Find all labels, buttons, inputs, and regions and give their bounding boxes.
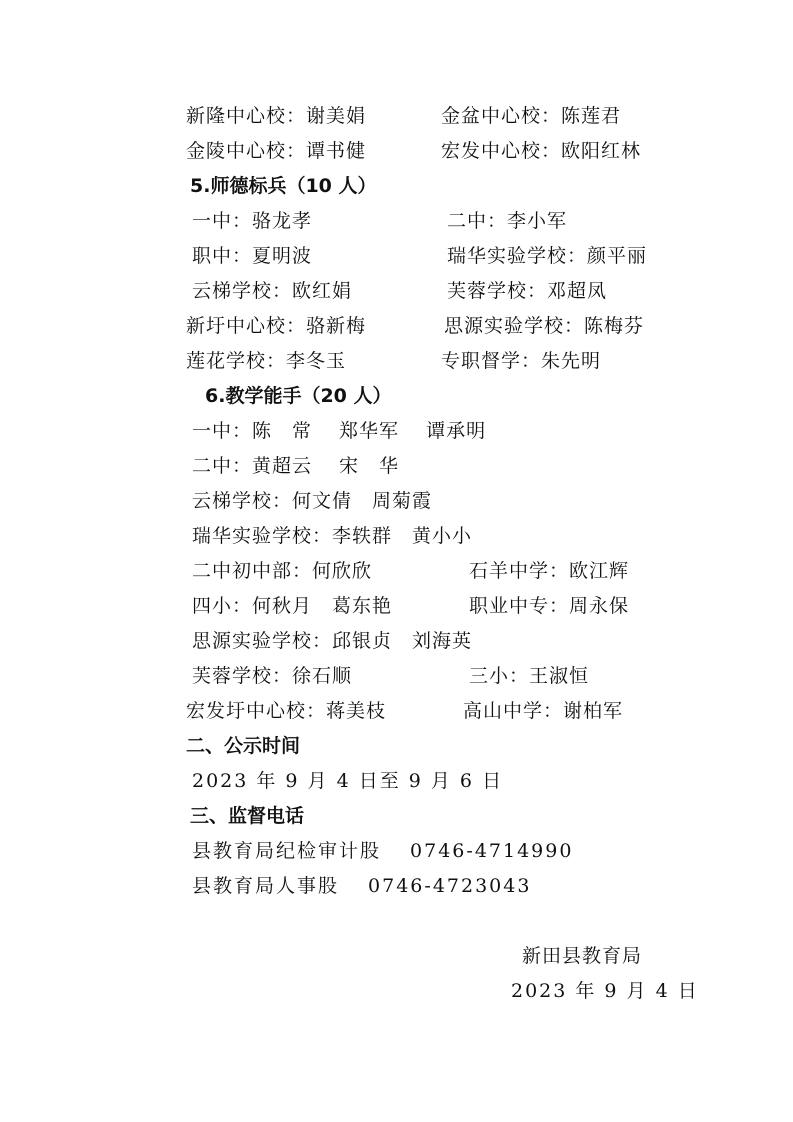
award-entry: 二中：黄超云 宋 华 <box>192 455 400 477</box>
award-entry: 职业中专：周永保 <box>469 595 630 617</box>
section-heading-teaching-experts: 6.教学能手（20 人） <box>205 385 392 407</box>
award-entry: 莲花学校：李冬玉 <box>186 350 347 372</box>
award-entry: 高山中学：谢柏军 <box>463 700 624 722</box>
award-entry: 三小：王淑恒 <box>469 665 590 687</box>
award-entry: 新隆中心校：谢美娟 <box>186 105 367 127</box>
award-entry: 芙蓉学校：邓超凤 <box>447 280 608 302</box>
award-entry: 职中：夏明波 <box>192 245 313 267</box>
section-heading-supervision-phone: 三、监督电话 <box>190 805 305 827</box>
award-entry: 金陵中心校：谭书健 <box>186 140 367 162</box>
section-heading-teacher-ethics: 5.师德标兵（10 人） <box>190 175 377 197</box>
award-entry: 芙蓉学校：徐石顺 <box>192 665 353 687</box>
award-entry: 云梯学校：何文倩 周菊霞 <box>192 490 433 512</box>
award-entry: 思源实验学校：邱银贞 刘海英 <box>192 630 473 652</box>
award-entry: 四小：何秋月 葛东艳 <box>192 595 393 617</box>
award-entry: 云梯学校：欧红娟 <box>192 280 353 302</box>
award-entry: 一中：骆龙孝 <box>192 210 313 232</box>
supervision-phone-line: 县教育局纪检审计股 0746-4714990 <box>192 840 574 862</box>
award-entry: 专职督学：朱先明 <box>441 350 602 372</box>
award-entry: 二中初中部：何欣欣 <box>192 560 373 582</box>
award-entry: 宏发中心校：欧阳红林 <box>441 140 642 162</box>
supervision-phone-line: 县教育局人事股 0746-4723043 <box>192 875 532 897</box>
award-entry: 宏发圩中心校：蒋美枝 <box>186 700 387 722</box>
award-entry: 瑞华实验学校：李轶群 黄小小 <box>192 525 473 547</box>
award-entry: 瑞华实验学校：颜平丽 <box>447 245 648 267</box>
section-heading-publicity-period: 二、公示时间 <box>186 735 301 757</box>
issue-date: 2023 年 9 月 4 日 <box>511 980 699 1002</box>
award-entry: 金盆中心校：陈莲君 <box>441 105 622 127</box>
publicity-period-text: 2023 年 9 月 4 日至 9 月 6 日 <box>192 770 504 792</box>
award-entry: 一中：陈 常 郑华军 谭承明 <box>192 420 487 442</box>
award-entry: 新圩中心校：骆新梅 <box>186 315 367 337</box>
award-entry: 二中：李小军 <box>447 210 568 232</box>
issuing-organization: 新田县教育局 <box>522 945 643 967</box>
award-entry: 石羊中学：欧江辉 <box>469 560 630 582</box>
award-entry: 思源实验学校：陈梅芬 <box>444 315 645 337</box>
